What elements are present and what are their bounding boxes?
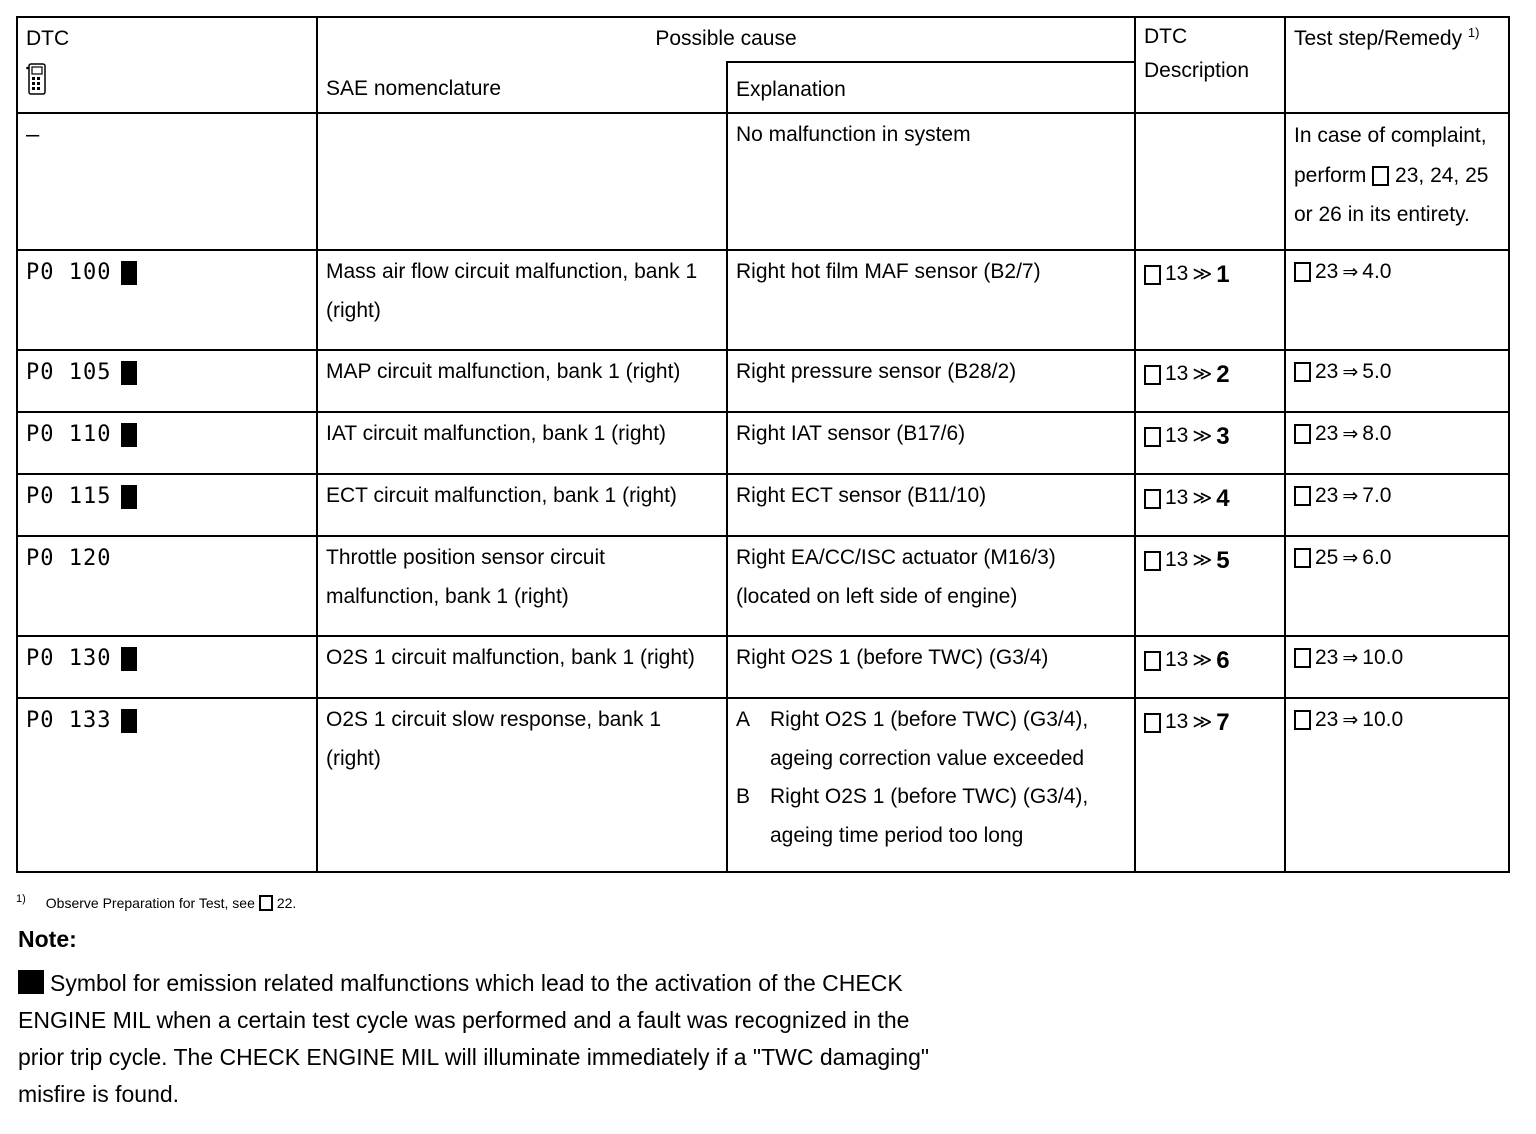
cell-remedy xyxy=(1285,536,1509,636)
remedy-arrow: ⇒ xyxy=(1342,646,1359,669)
explanation-text: Right hot film MAF sensor (B2/7) xyxy=(736,259,1041,283)
cell-dtc-code xyxy=(17,474,317,536)
book-ref-icon xyxy=(1294,548,1311,568)
book-ref-icon xyxy=(1144,651,1161,671)
cell-description xyxy=(1135,350,1285,412)
header-sae-label: SAE nomenclature xyxy=(326,76,502,100)
desc-arrow: ≫ xyxy=(1192,425,1213,448)
book-ref-icon xyxy=(1144,551,1161,571)
book-ref-icon xyxy=(1372,166,1389,186)
cell-description xyxy=(1135,536,1285,636)
book-ref-icon xyxy=(1294,710,1311,730)
cell-remedy xyxy=(1285,474,1509,536)
desc-arrow: ≫ xyxy=(1192,549,1213,572)
footnote-ref: 22. xyxy=(276,895,297,911)
remedy-arrow: ⇒ xyxy=(1342,422,1359,445)
remedy-step: 10.0 xyxy=(1362,707,1404,731)
desc-arrow: ≫ xyxy=(1192,487,1213,510)
remedy-ref: 23 xyxy=(1315,645,1339,669)
cell-dtc-code xyxy=(17,698,317,872)
explanation-text: Right IAT sensor (B17/6) xyxy=(736,421,966,445)
cell-remedy xyxy=(1285,412,1509,474)
sae-text: Mass air flow circuit malfunction, bank 1 (right) xyxy=(326,259,698,322)
desc-num: 6 xyxy=(1216,646,1230,674)
book-ref-icon xyxy=(1144,265,1161,285)
desc-ref: 13 xyxy=(1165,362,1189,386)
remedy-step: 7.0 xyxy=(1362,483,1392,507)
header-sae xyxy=(317,62,727,113)
explanation-text-a: Right O2S 1 (before TWC) (G3/4), ageing correction value exceeded xyxy=(770,707,1089,770)
header-dtc-description-label: DTC Description xyxy=(1144,25,1250,82)
mil-symbol-icon xyxy=(121,709,137,733)
cell-description xyxy=(1135,113,1285,250)
cell-remedy xyxy=(1285,636,1509,698)
cell-explanation xyxy=(727,412,1135,474)
remedy-ref: 23 xyxy=(1315,483,1339,507)
mil-symbol-icon xyxy=(121,647,137,671)
sae-text: O2S 1 circuit malfunction, bank 1 (right) xyxy=(326,645,695,669)
explanation-text-b: Right O2S 1 (before TWC) (G3/4), ageing time period too long xyxy=(770,785,1089,848)
cell-description xyxy=(1135,250,1285,350)
control-unit-icon xyxy=(26,63,48,95)
table-row xyxy=(17,698,1509,872)
cell-sae xyxy=(317,536,727,636)
cell-explanation xyxy=(727,250,1135,350)
mil-symbol-icon xyxy=(121,423,137,447)
remedy-ref: 23 xyxy=(1315,421,1339,445)
book-ref-icon xyxy=(1144,489,1161,509)
table-header-row xyxy=(17,17,1509,62)
cell-remedy xyxy=(1285,698,1509,872)
cell-dtc-code xyxy=(17,636,317,698)
dtc-code: P0 120 xyxy=(26,545,112,571)
book-ref-icon xyxy=(259,895,273,911)
mil-symbol-icon xyxy=(121,261,137,285)
book-ref-icon xyxy=(1144,365,1161,385)
mil-symbol-icon xyxy=(121,361,137,385)
desc-arrow: ≫ xyxy=(1192,649,1213,672)
table-row xyxy=(17,412,1509,474)
cell-dtc-code xyxy=(17,250,317,350)
explanation-item-b xyxy=(736,778,1126,856)
table-row xyxy=(17,350,1509,412)
explanation-text: Right O2S 1 (before TWC) (G3/4) xyxy=(736,645,1049,669)
header-possible-cause-label: Possible cause xyxy=(655,27,797,50)
dtc-code: P0 133 xyxy=(26,707,112,733)
cell-explanation xyxy=(727,474,1135,536)
cell-remedy xyxy=(1285,350,1509,412)
dtc-table xyxy=(16,16,1510,873)
header-explanation-label: Explanation xyxy=(736,77,846,101)
book-ref-icon xyxy=(1294,648,1311,668)
desc-ref: 13 xyxy=(1165,486,1189,510)
footnote xyxy=(16,895,296,911)
header-explanation xyxy=(727,62,1135,113)
explanation-text: Right EA/CC/ISC actuator (M16/3) (located on left side of engine) xyxy=(736,545,1056,608)
mil-symbol-icon xyxy=(18,970,44,994)
desc-num: 3 xyxy=(1216,422,1230,450)
cell-remedy xyxy=(1285,250,1509,350)
header-test-step xyxy=(1285,17,1509,113)
desc-num: 4 xyxy=(1216,484,1230,512)
cell-remedy xyxy=(1285,113,1509,250)
header-possible-cause xyxy=(317,17,1135,62)
book-ref-icon xyxy=(1294,424,1311,444)
remedy-ref: 23 xyxy=(1315,259,1339,283)
remedy-arrow: ⇒ xyxy=(1342,360,1359,383)
sae-text: ECT circuit malfunction, bank 1 (right) xyxy=(326,483,677,507)
cell-description xyxy=(1135,412,1285,474)
sae-text: Throttle position sensor circuit malfunction, bank 1 (right) xyxy=(326,545,605,608)
header-dtc-description xyxy=(1135,17,1285,113)
book-ref-icon xyxy=(1294,486,1311,506)
cell-sae xyxy=(317,113,727,250)
desc-arrow: ≫ xyxy=(1192,263,1213,286)
cell-dtc-code xyxy=(17,113,317,250)
desc-ref: 13 xyxy=(1165,424,1189,448)
desc-num: 7 xyxy=(1216,708,1230,736)
sae-text: IAT circuit malfunction, bank 1 (right) xyxy=(326,421,667,445)
book-ref-icon xyxy=(1294,362,1311,382)
explanation-text: Right ECT sensor (B11/10) xyxy=(736,483,987,507)
note-title: Note: xyxy=(18,926,77,952)
header-dtc xyxy=(17,17,317,113)
cell-dtc-code xyxy=(17,350,317,412)
remedy-arrow: ⇒ xyxy=(1342,484,1359,507)
book-ref-icon xyxy=(1144,713,1161,733)
explanation-item-a xyxy=(736,701,1126,779)
note-paragraph xyxy=(18,965,948,1113)
header-test-step-label: Test step/Remedy xyxy=(1294,27,1463,50)
explanation-label-b: B xyxy=(736,785,751,809)
desc-num: 2 xyxy=(1216,360,1230,388)
desc-arrow: ≫ xyxy=(1192,363,1213,386)
desc-num: 5 xyxy=(1216,546,1230,574)
cell-explanation xyxy=(727,536,1135,636)
dtc-code: P0 130 xyxy=(26,645,112,671)
sae-text: O2S 1 circuit slow response, bank 1 (right) xyxy=(326,707,661,770)
dtc-code: P0 100 xyxy=(26,259,112,285)
dtc-code: P0 105 xyxy=(26,359,112,385)
dtc-code: P0 110 xyxy=(26,421,112,447)
cell-sae xyxy=(317,250,727,350)
cell-sae xyxy=(317,474,727,536)
cell-dtc-code xyxy=(17,536,317,636)
book-ref-icon xyxy=(1144,427,1161,447)
cell-explanation xyxy=(727,350,1135,412)
remedy-ref: 23 xyxy=(1315,359,1339,383)
explanation-text: No malfunction in system xyxy=(736,122,971,146)
dtc-code: – xyxy=(26,122,41,148)
table-row xyxy=(17,636,1509,698)
cell-description xyxy=(1135,474,1285,536)
desc-ref: 13 xyxy=(1165,548,1189,572)
cell-explanation xyxy=(727,113,1135,250)
desc-arrow: ≫ xyxy=(1192,711,1213,734)
footnote-mark: 1) xyxy=(16,893,26,905)
remedy-arrow: ⇒ xyxy=(1342,708,1359,731)
cell-description xyxy=(1135,636,1285,698)
table-row xyxy=(17,113,1509,250)
table-row xyxy=(17,474,1509,536)
cell-sae xyxy=(317,698,727,872)
remedy-arrow: ⇒ xyxy=(1342,260,1359,283)
cell-explanation xyxy=(727,636,1135,698)
table-row xyxy=(17,250,1509,350)
cell-sae xyxy=(317,412,727,474)
table-row xyxy=(17,536,1509,636)
remedy-step: 10.0 xyxy=(1362,645,1404,669)
remedy-ref: 25 xyxy=(1315,545,1339,569)
remedy-step: 6.0 xyxy=(1362,545,1392,569)
sae-text: MAP circuit malfunction, bank 1 (right) xyxy=(326,359,681,383)
dtc-code: P0 115 xyxy=(26,483,112,509)
header-test-step-footnote: 1) xyxy=(1467,25,1480,40)
mil-symbol-icon xyxy=(121,485,137,509)
cell-sae xyxy=(317,350,727,412)
remedy-text-post: 23, 24, 25 or 26 in its entirety. xyxy=(1294,163,1489,227)
remedy-step: 5.0 xyxy=(1362,359,1392,383)
remedy-text-pre: In case of complaint, perform xyxy=(1294,123,1487,187)
desc-num: 1 xyxy=(1216,260,1230,288)
desc-ref: 13 xyxy=(1165,262,1189,286)
explanation-text: Right pressure sensor (B28/2) xyxy=(736,359,1017,383)
remedy-arrow: ⇒ xyxy=(1342,546,1359,569)
desc-ref: 13 xyxy=(1165,648,1189,672)
cell-explanation xyxy=(727,698,1135,872)
cell-sae xyxy=(317,636,727,698)
desc-ref: 13 xyxy=(1165,710,1189,734)
explanation-label-a: A xyxy=(736,707,751,731)
cell-dtc-code xyxy=(17,412,317,474)
cell-description xyxy=(1135,698,1285,872)
note-text: Symbol for emission related malfunctions which lead to the activation of the CHECK ENGINE MIL when a certain test cycle was performed and a fault was recognized in the prior trip cycle. The CHECK ENGINE MIL will illuminate immediately if a "TWC damaging" misfire is found. xyxy=(18,970,930,1107)
header-dtc-label: DTC xyxy=(26,27,70,50)
footnote-text: Observe Preparation for Test, see xyxy=(45,895,255,911)
book-ref-icon xyxy=(1294,262,1311,282)
remedy-step: 4.0 xyxy=(1362,259,1392,283)
remedy-ref: 23 xyxy=(1315,707,1339,731)
remedy-step: 8.0 xyxy=(1362,421,1392,445)
